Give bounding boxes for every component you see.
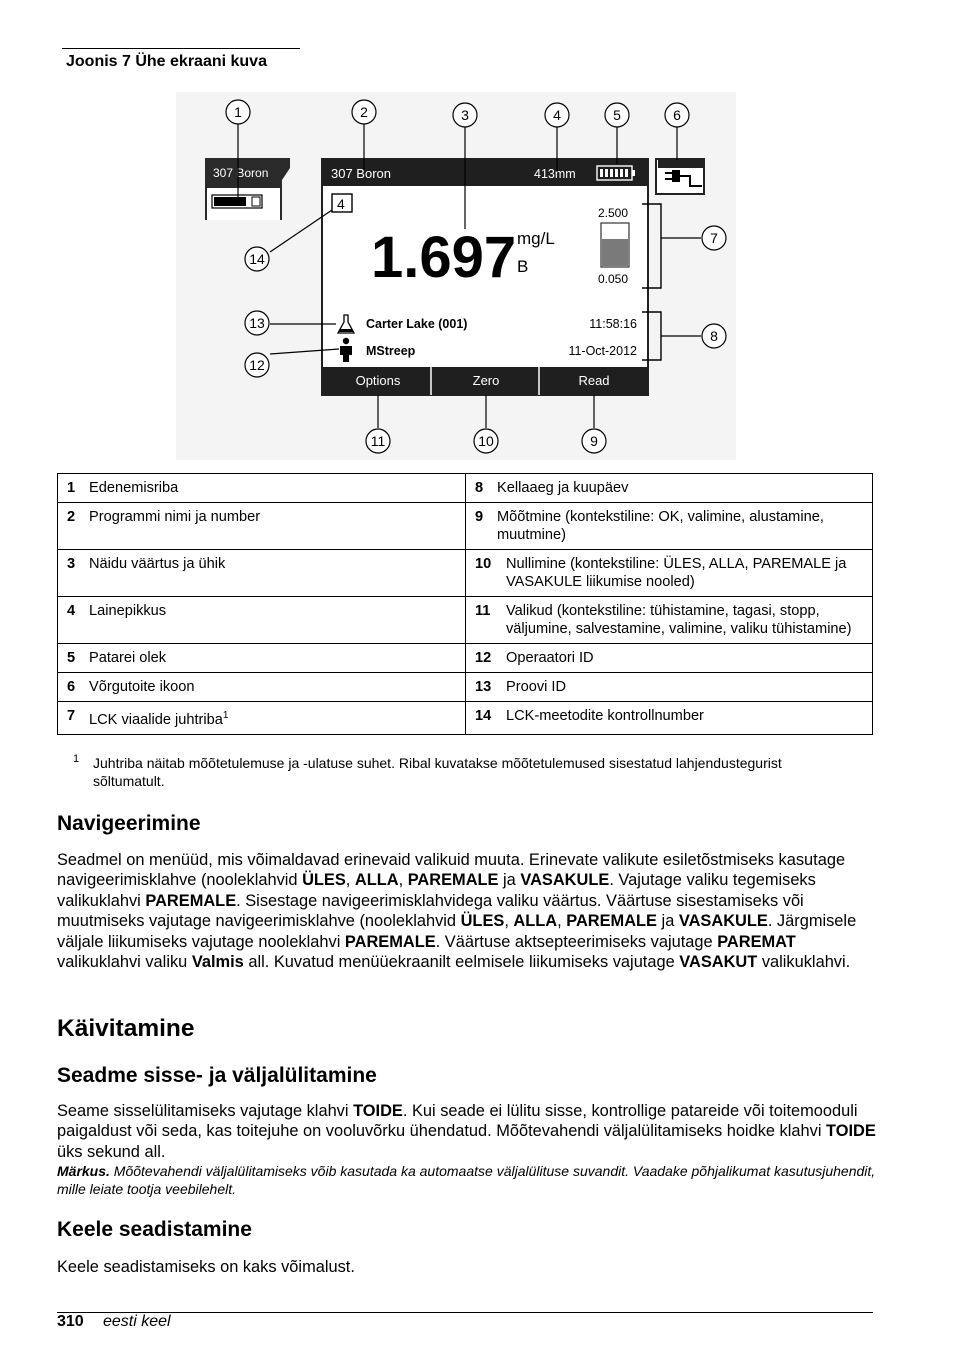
text-run: , [345, 871, 355, 890]
figure-caption: Joonis 7 Ühe ekraani kuva [66, 53, 267, 70]
operator-id: MStreep [366, 344, 416, 358]
legend-number: 10 [475, 556, 492, 572]
legend-row [58, 673, 873, 702]
key-name: VASAKULE [678, 912, 768, 931]
figure-legend-table [57, 473, 873, 735]
key-name: TOIDE [353, 1102, 403, 1120]
legend-text: LCK-meetodite kontrollnumber [506, 708, 704, 724]
key-name: PAREMAT [717, 932, 796, 951]
program-name: 307 Boron [331, 166, 391, 181]
instrument-display-figure [176, 92, 736, 460]
date: 11-Oct-2012 [568, 344, 637, 358]
legend-cell-left [58, 503, 466, 550]
svg-text:6: 6 [673, 107, 681, 123]
legend-row [58, 597, 873, 644]
progress-bar-icon [214, 197, 246, 206]
key-name: ALLA [354, 871, 399, 890]
note [57, 1162, 877, 1198]
text-run: üks sekund all. [57, 1142, 166, 1161]
legend-number: 8 [475, 480, 484, 496]
sample-id: Carter Lake (001) [366, 317, 468, 331]
svg-text:7: 7 [710, 230, 718, 246]
callout-7 [702, 226, 726, 250]
text-run: valikuklahvi valiku [57, 953, 192, 972]
reading-unit-sub: B [517, 257, 529, 276]
callout-1 [226, 100, 250, 124]
power-paragraph [57, 1101, 877, 1162]
svg-text:10: 10 [478, 433, 494, 449]
svg-text:4: 4 [553, 107, 561, 123]
svg-text:14: 14 [249, 251, 265, 267]
page-number: 310 [57, 1313, 84, 1330]
startup-heading: Käivitamine [57, 1015, 195, 1042]
legend-cell-left [58, 474, 466, 503]
range-max: 2.500 [598, 206, 629, 220]
inset-progress-display [205, 158, 290, 220]
legend-cell-right [466, 503, 873, 550]
legend-number: 12 [475, 650, 492, 666]
callout-4 [545, 103, 569, 127]
language-paragraph: Keele seadistamiseks on kaks võimalust. [57, 1258, 355, 1276]
legend-number: 9 [475, 509, 484, 525]
callout-3 [453, 103, 477, 127]
svg-text:8: 8 [710, 328, 718, 344]
lck-check-number: 4 [337, 196, 345, 212]
footnote-mark: 1 [73, 753, 80, 765]
text-run: . Väärtuse aktsepteerimiseks vajutage [435, 932, 718, 951]
key-name: PAREMALE [407, 871, 499, 890]
legend-text: Lainepikkus [89, 603, 167, 619]
legend-number: 2 [67, 509, 76, 525]
navigation-paragraph [57, 850, 877, 972]
caption-rule [62, 48, 300, 49]
legend-text: Näidu väärtus ja ühik [89, 556, 226, 572]
svg-text:3: 3 [461, 107, 469, 123]
svg-text:9: 9 [590, 433, 598, 449]
legend-number: 5 [67, 650, 76, 666]
svg-text:12: 12 [249, 357, 265, 373]
key-name: PAREMALE [145, 891, 237, 910]
wavelength: 413mm [534, 167, 576, 181]
legend-number: 6 [67, 679, 76, 695]
range-min: 0.050 [598, 272, 629, 286]
text-run: Seadmel on menüüd, mis võimaldavad erinevaid valikuid muuta. Erinevate valikute esiletõstmiseks kasutage navigeerimisklahve (nooleklahvid [57, 851, 846, 890]
legend-row [58, 702, 873, 735]
legend-number: 4 [67, 603, 76, 619]
key-name: VASAKUT [679, 953, 758, 972]
legend-cell-right [466, 644, 873, 673]
legend-row [58, 550, 873, 597]
text-run: . Järgmisele väljale liikumiseks vajutage nooleklahvi [57, 912, 857, 951]
text-run: . Vajutage valiku tegemiseks valikuklahvi [57, 871, 816, 910]
legend-number: 1 [67, 480, 76, 496]
key-name: PAREMALE [344, 932, 436, 951]
power-heading: Seadme sisse- ja väljalülitamine [57, 1064, 377, 1087]
svg-text:5: 5 [613, 107, 621, 123]
callout-10 [474, 429, 498, 453]
legend-text: Mõõtmine (kontekstiline: OK, valimine, alustamine, muutmine) [497, 509, 824, 543]
callout-12 [245, 353, 269, 377]
legend-text: Võrgutoite ikoon [89, 679, 195, 695]
footnote-text: Juhtriba näitab mõõtetulemuse ja -ulatuse suhet. Ribal kuvatakse mõõtetulemused sisestatud lahjendustegurist sõltumatult. [93, 755, 782, 789]
reading-value: 1.697 [371, 225, 517, 290]
legend-cell-left [58, 702, 466, 735]
time: 11:58:16 [589, 317, 637, 331]
callout-5 [605, 103, 629, 127]
footer-rule [57, 1312, 873, 1313]
reading-unit: mg/L [517, 229, 555, 248]
inset-program-name: 307 Boron [213, 166, 269, 180]
text-run: ja [498, 871, 521, 890]
legend-text: Operaatori ID [506, 650, 594, 666]
language-heading: Keele seadistamine [57, 1218, 252, 1241]
svg-text:13: 13 [249, 315, 265, 331]
zero-softkey[interactable]: Zero [472, 373, 500, 388]
footnote [73, 754, 833, 790]
legend-row [58, 503, 873, 550]
legend-row [58, 474, 873, 503]
text-run: . Sisestage navigeerimisklahvidega valiku väärtus. Väärtuse sisestamiseks või muutmiseks vajutage navigeerimisklahve (nooleklahvid [57, 891, 804, 931]
legend-text: Proovi ID [506, 679, 567, 695]
legend-number: 13 [475, 679, 492, 695]
footnote-reference: 1 [222, 710, 229, 721]
legend-text: LCK viaalide juhtriba$^1$ [89, 710, 229, 728]
key-name: TOIDE [826, 1122, 876, 1141]
legend-cell-left [58, 597, 466, 644]
legend-text: Edenemisriba [89, 480, 179, 496]
legend-text: Valikud (kontekstiline: tühistamine, tagasi, stopp, väljumine, salvestamine, valimine, valiku tühistamine) [506, 603, 852, 637]
legend-text: Nullimine (kontekstiline: ÜLES, ALLA, PAREMALE ja VASAKULE liikumise nooled) [506, 556, 847, 590]
navigation-heading: Navigeerimine [57, 812, 201, 835]
text-run: , [398, 871, 408, 890]
legend-cell-left [58, 673, 466, 702]
options-softkey[interactable]: Options [355, 373, 401, 388]
key-name: ALLA [513, 912, 558, 931]
note-text: Mõõtevahendi väljalülitamiseks võib kasutada ka automaatse väljalülituse suvandit. Vaadake põhjalikumat kasutusjuhendit, mille leiate tootja veebilehelt. [57, 1163, 876, 1197]
legend-number: 3 [67, 556, 76, 572]
footer-language: eesti keel [103, 1313, 171, 1330]
note-label: Märkus. [57, 1163, 110, 1179]
callout-6 [665, 103, 689, 127]
legend-cell-right [466, 702, 873, 735]
svg-text:1: 1 [234, 104, 242, 120]
text-run: all. Kuvatud menüüekraanilt eelmisele liikumiseks vajutage [243, 953, 680, 972]
text-run: valikuklahvi. [757, 953, 851, 972]
key-name: PAREMALE [566, 912, 657, 931]
text-run: , [504, 912, 514, 931]
text-run: ja [657, 912, 679, 931]
text-run: Seame sisselülitamiseks vajutage klahvi [57, 1102, 354, 1120]
power-plug-icon [656, 159, 704, 194]
instrument-screen [322, 159, 648, 395]
text-run: . Kui seade ei lülitu sisse, kontrollige patareide või toitemooduli paigaldust või seda, kas toitejuhe on vooluvõrku ühendatud. Mõõtevahendi väljalülitamiseks hoidke klahvi [57, 1102, 858, 1141]
callout-13 [245, 311, 269, 335]
legend-cell-left [58, 644, 466, 673]
key-name: Valmis [191, 953, 244, 972]
legend-text: Kellaaeg ja kuupäev [497, 480, 629, 496]
legend-number: 7 [67, 708, 76, 724]
callout-8 [702, 324, 726, 348]
legend-cell-right [466, 474, 873, 503]
callout-14 [245, 247, 269, 271]
key-name: ÜLES [460, 912, 505, 931]
read-softkey[interactable]: Read [578, 373, 610, 388]
svg-text:11: 11 [370, 433, 386, 449]
legend-text: Programmi nimi ja number [89, 509, 261, 525]
callout-2 [352, 100, 376, 124]
key-name: ÜLES [302, 871, 346, 890]
legend-cell-right [466, 550, 873, 597]
key-name: VASAKULE [520, 871, 610, 890]
svg-text:2: 2 [360, 104, 368, 120]
legend-number: 14 [475, 708, 492, 724]
legend-cell-right [466, 673, 873, 702]
callout-11 [366, 429, 390, 453]
legend-text: Patarei olek [89, 650, 167, 666]
legend-cell-right [466, 597, 873, 644]
text-run: , [557, 912, 567, 931]
legend-row [58, 644, 873, 673]
legend-cell-left [58, 550, 466, 597]
legend-number: 11 [475, 603, 491, 619]
callout-9 [582, 429, 606, 453]
